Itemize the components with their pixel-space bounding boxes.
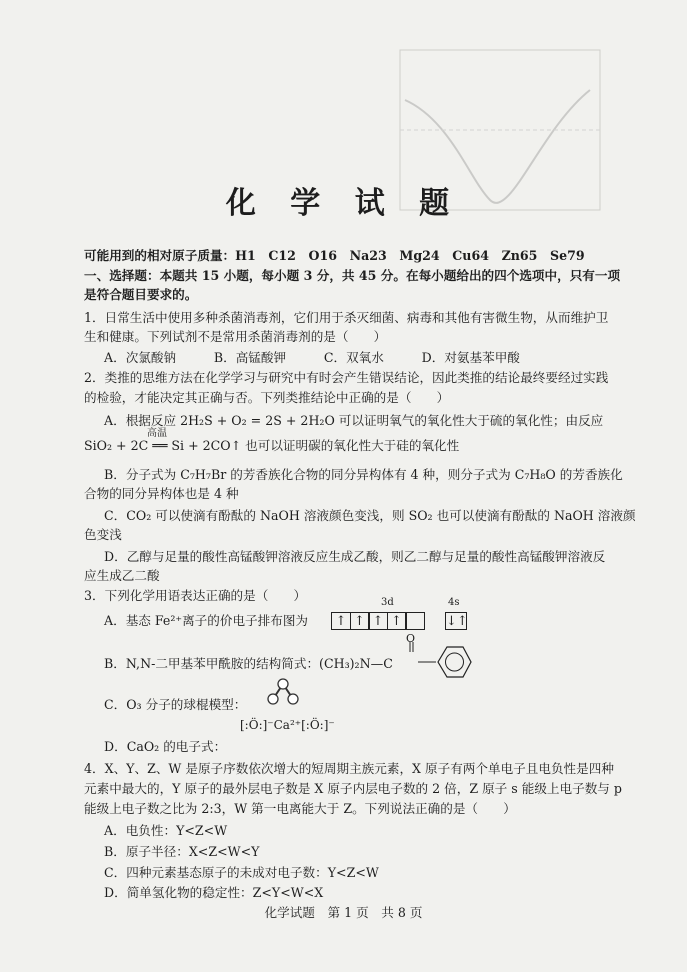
q3-option-a-text: A．基态 Fe²⁺离子的价电子排布图为	[104, 613, 309, 628]
q2-option-c-line2: 色变浅	[84, 527, 122, 542]
q1-stem-line2: 生和健康。下列试剂不是常用杀菌消毒剂的是（ ）	[84, 329, 387, 344]
q1-stem-line1: 1．日常生活中使用多种杀菌消毒剂，它们用于杀灭细菌、病毒和其他有害微生物，从而维护卫	[84, 310, 609, 325]
fe2-orbital-4s	[445, 610, 466, 630]
section1-header-line2: 是符合题目要求的。	[84, 287, 198, 302]
q3-stem: 3．下列化学用语表达正确的是（ ）	[84, 588, 307, 603]
orbital-box-3d-1: ↑	[331, 612, 351, 630]
q4-option-c: C．四种元素基态原子的未成对电子数：Y<Z<W	[104, 865, 379, 880]
q3-option-d-text: D．CaO₂ 的电子式：	[104, 739, 227, 754]
cao2-electron-formula: [:Ö:]⁻Ca²⁺[:Ö:]⁻	[240, 718, 335, 732]
q4-option-a: A．电负性：Y<Z<W	[104, 823, 228, 838]
fe2-orbital-diagram	[331, 610, 424, 630]
orbital-box-3d-3: ↑	[368, 612, 388, 630]
q2-reaction-condition: 高温	[147, 428, 167, 439]
page-title: 化 学 试 题	[225, 186, 462, 221]
q4-stem-line1: 4．X、Y、Z、W 是原子序数依次增大的短周期主族元素，X 原子有两个单电子且电负性是四种	[84, 761, 614, 776]
orbital-box-3d-2: ↑	[350, 612, 370, 630]
benzene-ring-structure	[402, 638, 472, 684]
q2-option-d-line1: D．乙醇与足量的酸性高锰酸钾溶液反应生成乙酸，则乙二醇与足量的酸性高锰酸钾溶液反	[104, 549, 606, 564]
q3-option-b-text: B．N,N-二甲基苯甲酰胺的结构简式：(CH₃)₂N—C	[104, 656, 393, 671]
q2-stem-line1: 2．类推的思维方法在化学学习与研究中有时会产生错误结论，因此类推的结论最终要经过实践	[84, 370, 609, 385]
ozone-ball-stick-model	[265, 677, 301, 707]
orbital-box-3d-5	[405, 612, 425, 630]
orbital-label-4s: 4s	[448, 597, 460, 608]
q2-option-d-line2: 应生成乙二酸	[84, 568, 160, 583]
q4-stem-line3: 能级上电子数之比为 2:3，W 第一电离能大于 Z。下列说法正确的是（ ）	[84, 801, 516, 816]
q2-option-a-line2: SiO₂ + 2C ══ Si + 2CO↑ 也可以证明碳的氧化性大于硅的氧化性	[84, 438, 460, 453]
orbital-box-3d-4: ↑	[387, 612, 407, 630]
q2-option-c-line1: C．CO₂ 可以使滴有酚酞的 NaOH 溶液颜色变浅，则 SO₂ 也可以使滴有酚酞的 NaOH 溶液颜	[104, 508, 636, 523]
q2-stem-line2: 的检验，才能决定其正确与否。下列类推结论中正确的是（ ）	[84, 390, 450, 405]
q2-option-a-line1: A．根据反应 2H₂S + O₂ = 2S + 2H₂O 可以证明氧气的氧化性大于硫的氧化性；由反应	[104, 413, 604, 428]
q1-options: A．次氯酸钠 B．高锰酸钾 C．双氧水 D．对氨基苯甲酸	[104, 350, 520, 365]
q2-option-b-line2: 合物的同分异构体也是 4 种	[84, 486, 239, 501]
q4-option-d: D．简单氢化物的稳定性：Z<Y<W<X	[104, 885, 324, 900]
orbital-box-4s: ↓↑	[446, 613, 468, 629]
q2-option-b-line1: B．分子式为 C₇H₇Br 的芳香族化合物的同分异构体有 4 种，则分子式为 C₇H₈O 的芳香族化	[104, 467, 623, 482]
carbonyl-oxygen: O	[406, 632, 416, 645]
atomic-masses-note: 可能用到的相对原子质量：H1 C12 O16 Na23 Mg24 Cu64 Zn65 Se79	[84, 248, 585, 263]
q4-stem-line2: 元素中最大的，Y 原子的最外层电子数是 X 原子内层电子数的 2 倍，Z 原子 s 能级上电子数与 p	[84, 781, 622, 796]
orbital-label-3d: 3d	[381, 597, 394, 608]
q3-option-c-text: C．O₃ 分子的球棍模型：	[104, 697, 247, 712]
page-footer: 化学试题 第 1 页 共 8 页	[264, 905, 423, 920]
section1-header-line1: 一、选择题：本题共 15 小题，每小题 3 分，共 45 分。在每小题给出的四个选项中，只有一项	[84, 268, 621, 283]
q4-option-b: B．原子半径：X<Z<W<Y	[104, 844, 260, 859]
